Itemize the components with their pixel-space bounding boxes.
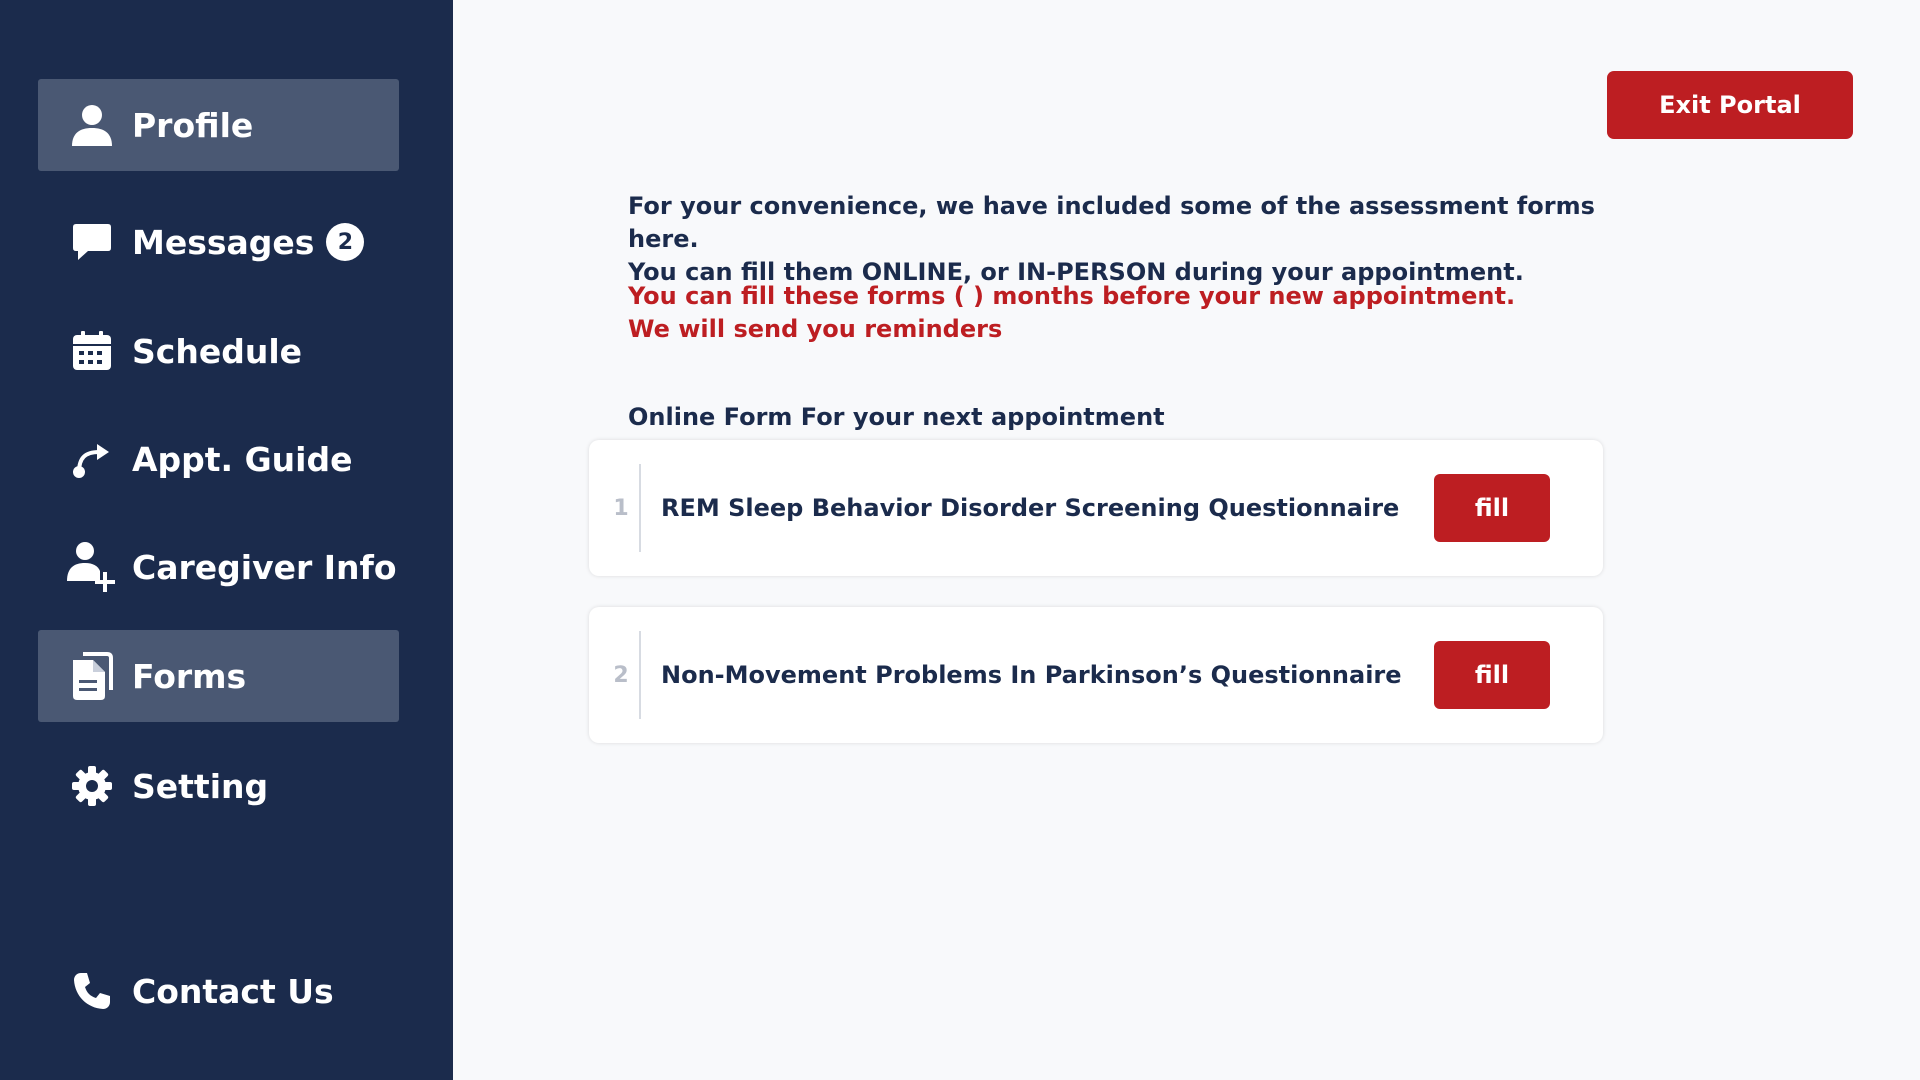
sidebar-item-label: Appt. Guide <box>132 439 353 479</box>
intro-line: For your convenience, we have included some of the assessment forms here. <box>628 192 1595 253</box>
phone-icon <box>62 961 122 1021</box>
form-card <box>589 607 1603 743</box>
fill-button[interactable]: fill <box>1434 641 1550 709</box>
gear-icon <box>62 756 122 816</box>
sidebar-item-setting[interactable] <box>38 740 399 832</box>
unread-count-badge: 2 <box>326 223 364 261</box>
form-number: 1 <box>613 495 629 521</box>
sidebar-item-schedule[interactable] <box>38 305 399 397</box>
section-title: Online Form For your next appointment <box>628 403 1165 431</box>
intro-text <box>628 190 1628 289</box>
sidebar-item-profile[interactable] <box>38 79 399 171</box>
sidebar-item-appt-guide[interactable] <box>38 413 399 505</box>
calendar-icon <box>62 321 122 381</box>
notice-line: We will send you reminders <box>628 315 1003 343</box>
reminder-notice <box>628 280 1628 346</box>
document-icon <box>62 646 122 706</box>
form-card <box>589 440 1603 576</box>
sidebar-item-caregiver-info[interactable] <box>38 521 399 613</box>
sidebar-item-label: Messages <box>132 222 315 262</box>
sidebar-item-forms[interactable] <box>38 630 399 722</box>
sidebar-item-contact-us[interactable] <box>38 945 399 1037</box>
sidebar-item-label: Caregiver Info <box>132 547 397 587</box>
form-name: Non-Movement Problems In Parkinson’s Questionnaire <box>661 661 1402 689</box>
chat-icon <box>62 212 122 272</box>
form-number: 2 <box>613 662 629 688</box>
route-icon <box>62 429 122 489</box>
notice-line: You can fill these forms ( ) months before your new appointment. <box>628 282 1516 310</box>
sidebar-item-label: Schedule <box>132 331 303 371</box>
sidebar-item-label: Profile <box>132 105 254 145</box>
form-name: REM Sleep Behavior Disorder Screening Questionnaire <box>661 494 1400 522</box>
user-plus-icon <box>62 537 122 597</box>
sidebar-item-label: Contact Us <box>132 971 334 1011</box>
exit-portal-button[interactable]: Exit Portal <box>1607 71 1853 139</box>
sidebar-item-label: Forms <box>132 656 247 696</box>
divider <box>639 631 641 719</box>
sidebar-item-messages[interactable] <box>38 196 399 288</box>
sidebar <box>0 0 453 1080</box>
fill-button[interactable]: fill <box>1434 474 1550 542</box>
divider <box>639 464 641 552</box>
intro-line: You can fill them ONLINE, or IN-PERSON during your appointment. <box>628 258 1524 286</box>
user-icon <box>62 95 122 155</box>
sidebar-item-label: Setting <box>132 766 269 806</box>
